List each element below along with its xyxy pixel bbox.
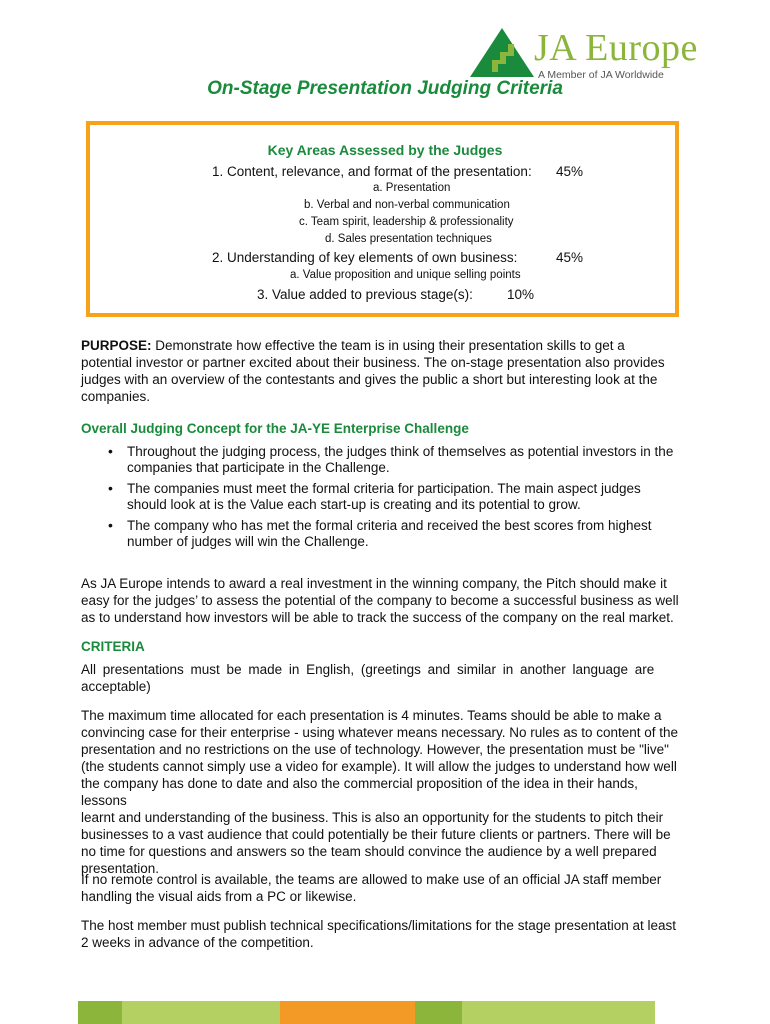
footer-segment bbox=[0, 1001, 78, 1024]
paragraph-line: All presentations must be made in English, (greetings and similar in another language are bbox=[81, 662, 655, 677]
criterion-1d: d. Sales presentation techniques bbox=[325, 233, 492, 245]
page-title: On-Stage Presentation Judging Criteria bbox=[207, 78, 563, 99]
footer-segment bbox=[655, 1001, 770, 1024]
criterion-1a: a. Presentation bbox=[373, 182, 451, 194]
criterion-1-label: 1. Content, relevance, and format of the presentation: bbox=[212, 164, 532, 179]
paragraph-line: the company has done to date and also the commercial proposition of the idea in their hands, lessons bbox=[81, 776, 638, 808]
criterion-3-label: 3. Value added to previous stage(s): bbox=[257, 287, 473, 302]
concept-heading: Overall Judging Concept for the JA-YE Enterprise Challenge bbox=[81, 421, 469, 436]
bullet-icon: • bbox=[108, 480, 113, 496]
paragraph-line: If no remote control is available, the teams are allowed to make use of an official JA staff member bbox=[81, 872, 662, 887]
criteria-heading: CRITERIA bbox=[81, 639, 145, 654]
paragraph-line: learnt and understanding of the business. This is also an opportunity for the students to pitch their bbox=[81, 810, 664, 825]
footer-segment bbox=[122, 1001, 280, 1024]
bullet-icon: • bbox=[108, 517, 113, 533]
paragraph-line: businesses to a vast audience that could potentially be their future clients or partners. There will be bbox=[81, 827, 671, 842]
criteria-paragraph-remote bbox=[81, 871, 679, 905]
criteria-paragraph-time bbox=[81, 707, 679, 877]
concept-bullet bbox=[127, 444, 687, 476]
bullet-line: companies that participate in the Challenge. bbox=[127, 460, 390, 475]
footer-segment bbox=[462, 1001, 655, 1024]
paragraph-line: convincing case for their enterprise - using whatever means necessary. No rules as to content of the bbox=[81, 725, 679, 740]
bullet-line: number of judges will win the Challenge. bbox=[127, 534, 369, 549]
purpose-label: PURPOSE: bbox=[81, 338, 152, 353]
key-areas-heading: Key Areas Assessed by the Judges bbox=[267, 142, 503, 158]
concept-bullet bbox=[127, 481, 687, 513]
criterion-2-label: 2. Understanding of key elements of own business: bbox=[212, 250, 518, 265]
paragraph-line: (the students cannot simply use a video for example). It will allow the judges to understand how well bbox=[81, 759, 677, 774]
paragraph-line: no time for questions and answers so the team should convince the audience by a well prepared bbox=[81, 844, 657, 859]
footer-segment bbox=[415, 1001, 462, 1024]
logo-brand: JA Europe bbox=[534, 27, 698, 69]
criterion-1-weight: 45% bbox=[556, 164, 584, 179]
criterion-2-weight: 45% bbox=[556, 250, 584, 265]
bullet-line: The companies must meet the formal criteria for participation. The main aspect judges bbox=[127, 481, 641, 496]
footer-segment bbox=[78, 1001, 122, 1024]
purpose-line: judges with an overview of the contestants and gives the public a short but interesting look at the bbox=[81, 372, 658, 387]
bullet-line: should look at is the Value each start-up is creating and its potential to grow. bbox=[127, 497, 581, 512]
criteria-paragraph-host bbox=[81, 917, 679, 951]
bullet-line: The company who has met the formal criteria and received the best scores from highest bbox=[127, 518, 652, 533]
concept-bullet bbox=[127, 518, 687, 550]
paragraph-line: The host member must publish technical specifications/limitations for the stage presentation at least bbox=[81, 918, 677, 933]
purpose-line: companies. bbox=[81, 389, 151, 404]
paragraph-line: presentation and no restrictions on the use of technology. However, the presentation must be "live" bbox=[81, 742, 669, 757]
criterion-3-weight: 10% bbox=[507, 287, 535, 302]
investment-paragraph bbox=[81, 575, 679, 626]
purpose-paragraph bbox=[81, 337, 679, 405]
criterion-1b: b. Verbal and non-verbal communication bbox=[304, 199, 510, 211]
paragraph-line: The maximum time allocated for each presentation is 4 minutes. Teams should be able to make a bbox=[81, 708, 662, 723]
criterion-1c: c. Team spirit, leadership & professionality bbox=[299, 216, 514, 228]
paragraph-line: acceptable) bbox=[81, 679, 151, 694]
paragraph-line: handling the visual aids from a PC or likewise. bbox=[81, 889, 357, 904]
paragraph-line: As JA Europe intends to award a real investment in the winning company, the Pitch should make it bbox=[81, 576, 667, 591]
criteria-paragraph-language bbox=[81, 661, 679, 695]
criterion-2a: a. Value proposition and unique selling points bbox=[290, 269, 521, 281]
paragraph-line: presentation. bbox=[81, 861, 160, 876]
bullet-icon: • bbox=[108, 443, 113, 459]
paragraph-line: 2 weeks in advance of the competition. bbox=[81, 935, 314, 950]
bullet-line: Throughout the judging process, the judges think of themselves as potential investors in the bbox=[127, 444, 674, 459]
logo-tagline: A Member of JA Worldwide bbox=[538, 69, 664, 81]
purpose-line: potential investor or partner excited about their business. The on-stage presentation also provides bbox=[81, 355, 665, 370]
footer-color-band bbox=[0, 1001, 770, 1024]
paragraph-line: as to understand how investors will be able to track the success of the company on the real market. bbox=[81, 610, 674, 625]
paragraph-line: easy for the judges’ to assess the potential of the company to become a successful business as well bbox=[81, 593, 679, 608]
purpose-line: Demonstrate how effective the team is in using their presentation skills to get a bbox=[151, 338, 625, 353]
footer-segment bbox=[280, 1001, 415, 1024]
